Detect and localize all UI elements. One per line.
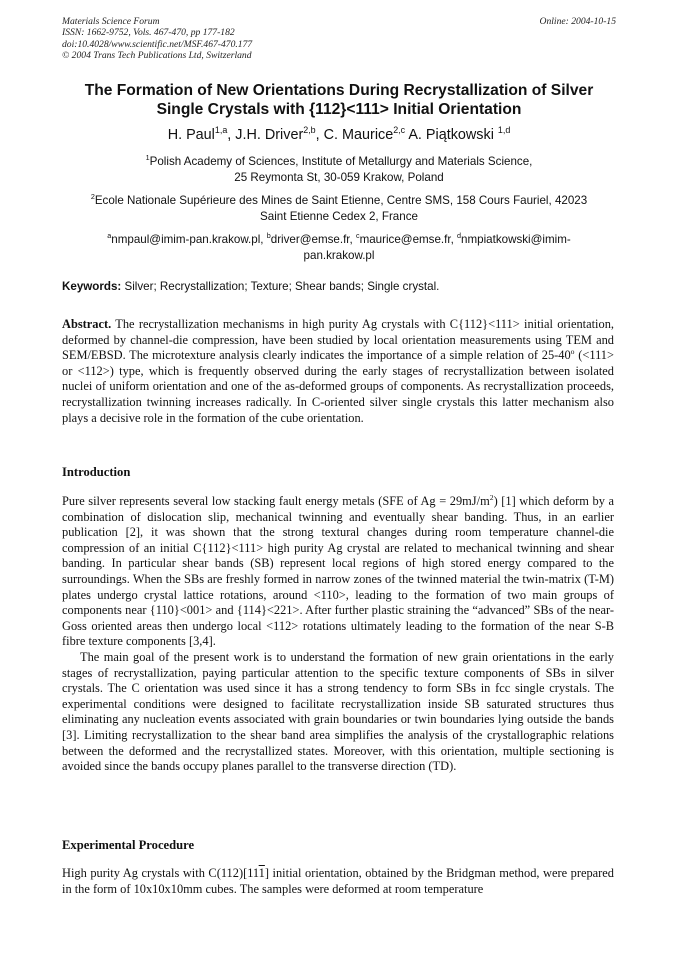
journal-header (62, 16, 616, 62)
exp-text-continued: ] initial orientation, obtained by the Bridgman method, were prepared in the form of 10x10x10mm cubes. The samples were deformed at room temperature (62, 866, 614, 896)
email-address[interactable]: nmpiatkowski@imim- (461, 233, 571, 246)
journal-name: Materials Science Forum (62, 16, 160, 27)
email-address[interactable]: driver@emse.fr, (270, 233, 356, 246)
abstract (62, 317, 614, 426)
author-affil-sup: 1,a (214, 125, 228, 136)
email-list (62, 232, 616, 263)
intro-text-continued: ) [1] which deform by a combination of dislocation slip, mechanical twinning and eventually shear banding. Thus, in an earlier publication [2], it was shown that the strong textural changes during room temperature channel-die compression of an initial C{112}<111> high purity Ag crystal are related to mechanical twinning and shear banding. In particular shear bands (SB) represent local regions of high stored energy compared to the surroundings. When the SBs are freshly formed in narrow zones of the twinned material the twin-matrix (T-M) plates undergo crystal lattice rotations, around <110>, leading to the formation of two main groups of components near {110}<001> and {114}<221>. After further plastic straining the “advanced” SBs of the near-Goss oriented areas then undergo local <112> rotations ultimately leading to the formation of the near S-B fibre texture components [3,4]. (62, 494, 614, 649)
email-sup: d (457, 231, 462, 241)
email-sup: c (355, 231, 360, 241)
introduction-body (62, 494, 614, 775)
email-sup: a (107, 231, 112, 241)
affiliation-number: 2 (90, 192, 95, 202)
author-name: H. Paul (167, 127, 215, 143)
affiliation-line: Polish Academy of Sciences, Institute of Metallurgy and Materials Science, (149, 155, 533, 168)
abstract-label: Abstract. (62, 317, 112, 331)
keywords-label: Keywords: (62, 280, 122, 293)
degree-sup: o (570, 347, 575, 357)
email-address[interactable]: nmpaul@imim-pan.krakow.pl, (111, 233, 267, 246)
author-affil-sup: 2,b (303, 125, 316, 136)
author-list (62, 126, 616, 144)
title-line-1: The Formation of New Orientations During Recrystallization of Silver (84, 82, 594, 99)
affiliation-line: 25 Reymonta St, 30-059 Krakow, Poland (234, 170, 444, 184)
copyright-line: © 2004 Trans Tech Publications Ltd, Switzerland (62, 50, 252, 62)
doi-line: doi:10.4028/www.scientific.net/MSF.467-470.177 (62, 38, 253, 50)
keywords (62, 279, 616, 294)
experimental-heading: Experimental Procedure (62, 838, 195, 852)
affiliation-2 (62, 193, 616, 224)
introduction-heading: Introduction (62, 465, 131, 479)
author-affil-sup: 2,c (393, 125, 406, 136)
email-sup: b (266, 231, 271, 241)
author-name: C. Maurice (323, 127, 394, 143)
abstract-text-continued: (<111> or <112>) type, which is frequently observed during the early stages of recrystallization between isolated nuclei of uniform orientation and one of the as-deformed groups of components. As recrystallization proceeds, recrystallization twinning increases radically. In C-oriented silver single crystals this latter mechanism also plays a decisive role in the formation of the cube orientation. (62, 348, 614, 425)
affiliation-line: Ecole Nationale Supérieure des Mines de Saint Etienne, Centre SMS, 158 Cours Fauriel, 42023 (94, 194, 588, 207)
author-name: J.H. Driver (235, 127, 304, 143)
intro-paragraph-1 (62, 494, 614, 648)
experimental-body (62, 866, 614, 897)
email-address[interactable]: maurice@emse.fr, (359, 233, 458, 246)
affiliation-1 (62, 154, 616, 185)
online-date: Online: 2004-10-15 (539, 16, 616, 27)
overline-index: 1 (258, 866, 265, 880)
abstract-text: The recrystallization mechanisms in high purity Ag crystals with C{112}<111> initial orientation, deformed by channel-die compression, have been studied by local orientation measurements using TEM and SEM/EBSD. The microtexture analysis clearly indicates the importance of a simple relation of 25-40 (62, 317, 614, 363)
intro-text: Pure silver represents several low stacking fault energy metals (SFE of Ag = 29mJ/m (62, 494, 490, 508)
affiliation-number: 1 (145, 153, 150, 163)
paper-title (62, 81, 616, 119)
email-address-continued[interactable]: pan.krakow.pl (303, 248, 375, 262)
author-separator: , (227, 127, 236, 143)
author-name: A. Piątkowski (408, 127, 498, 143)
unit-sup: 2 (489, 492, 494, 502)
affiliation-line: Saint Etienne Cedex 2, France (260, 209, 418, 223)
title-line-2: Single Crystals with {112}<111> Initial Orientation (156, 101, 522, 118)
keywords-text: Silver; Recrystallization; Texture; Shear bands; Single crystal. (121, 280, 440, 293)
issn-line: ISSN: 1662-9752, Vols. 467-470, pp 177-182 (62, 27, 235, 39)
intro-paragraph-2: The main goal of the present work is to understand the formation of new grain orientations in the early stages of recrystallization, paying particular attention to the specific texture components of SBs in silver crystals. The C orientation was used since it has a strong tendency to form SBs in fcc single crystals. The experimental conditions were designed to facilitate recrystallization inside SB saturated structures thus eliminating any nucleation events associated with grain boundaries or twin boundaries lying outside the bands [3]. Limiting recrystallization to the shear band area simplifies the analysis of the crystallographic relations between the deformed and the recrystallized states. Moreover, with this orientation, multiple sectioning is avoided since the bands occupy planes parallel to the transverse direction (TD). (62, 649, 614, 774)
exp-text: High purity Ag crystals with C(112)[11 (62, 866, 259, 880)
author-affil-sup: 1,d (497, 125, 511, 136)
author-separator: , (315, 127, 324, 143)
